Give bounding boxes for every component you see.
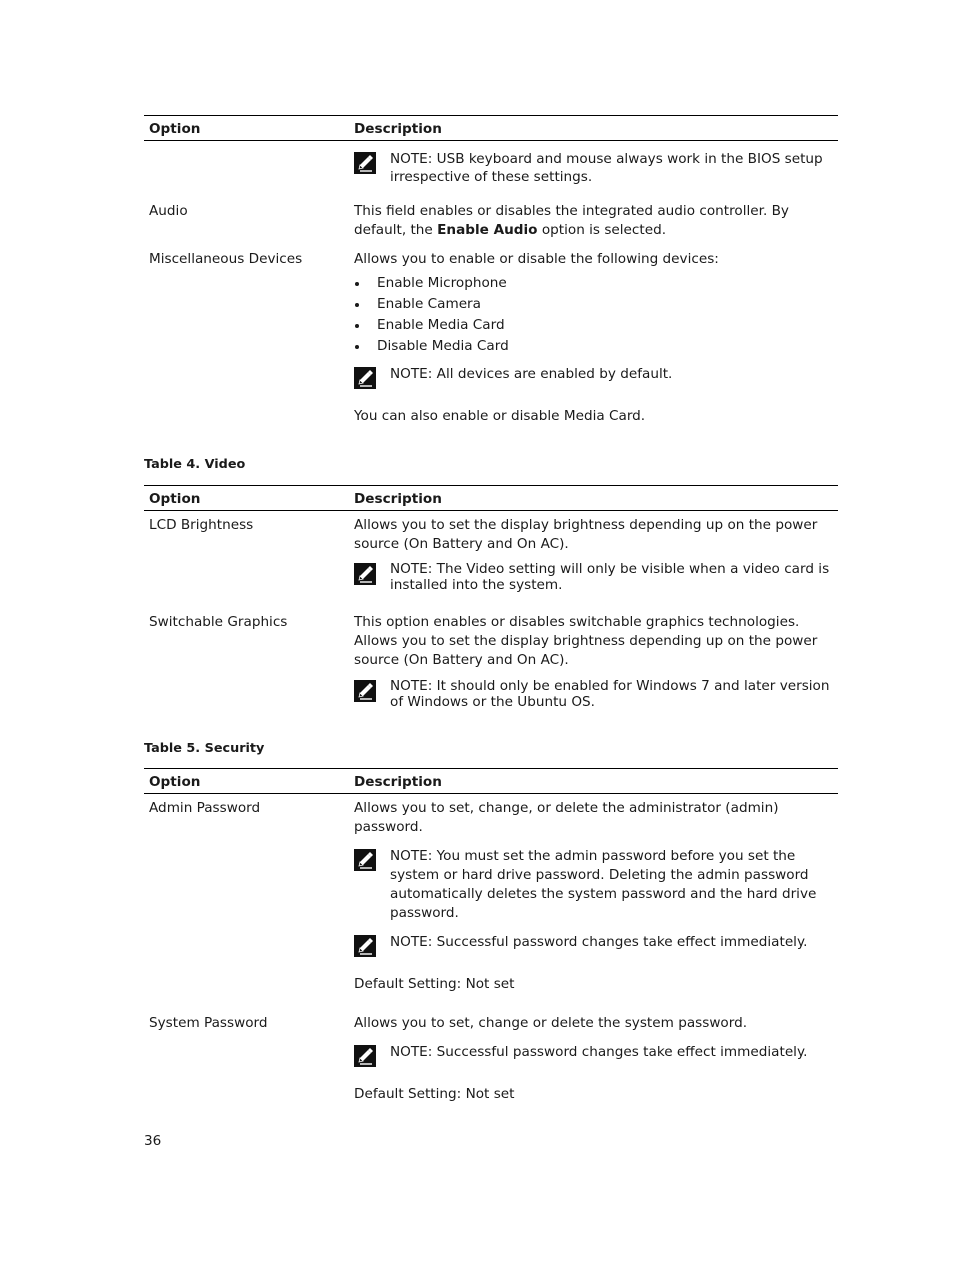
- description-admin: Allows you to set, change, or delete the administrator (admin) password.: [354, 800, 779, 835]
- note-pencil-icon: [354, 150, 390, 180]
- option-lcd: LCD Brightness: [149, 517, 254, 533]
- table-security: [144, 768, 838, 1104]
- table-continued: [144, 115, 838, 456]
- note-text: You must set the admin password before you set the system or hard drive password. Deleting the admin password automatically deletes the system password and the hard drive password.: [390, 848, 817, 921]
- note-text: Successful password changes take effect immediately.: [436, 934, 808, 950]
- note-pencil-icon: [354, 678, 390, 708]
- table-header-row: [144, 486, 838, 511]
- table-caption-video: Table 4. Video: [144, 457, 246, 472]
- note-text: USB keyboard and mouse always work in the BIOS setup irrespective of these settings.: [390, 151, 823, 185]
- table-row-audio: [144, 202, 838, 250]
- list-item: Enable Microphone: [354, 273, 833, 294]
- admin-default-setting: Default Setting: Not set: [354, 976, 515, 992]
- note-pencil-icon: [354, 847, 390, 877]
- note-label: NOTE:: [390, 848, 433, 864]
- note-text: Successful password changes take effect immediately.: [436, 1044, 808, 1060]
- note-label: NOTE:: [390, 561, 433, 577]
- list-item: Enable Camera: [354, 294, 833, 315]
- header-description: Description: [354, 120, 442, 137]
- table-row-misc: [144, 250, 838, 456]
- description-audio: This field enables or disables the integrated audio controller. By default, the Enable Audio option is selected.: [354, 203, 789, 238]
- note-block: [354, 150, 833, 186]
- header-description: Description: [354, 490, 442, 507]
- table-caption-security: Table 5. Security: [144, 741, 265, 756]
- table-row-lcd: [144, 511, 838, 614]
- note-label: NOTE:: [390, 366, 433, 382]
- misc-footer: You can also enable or disable Media Card.: [354, 408, 646, 424]
- table-row-admin: [144, 794, 838, 1015]
- note-pencil-icon: [354, 933, 390, 963]
- header-option: Option: [149, 120, 201, 137]
- table-header-row: [144, 769, 838, 794]
- note-block: [354, 561, 833, 593]
- description-system: Allows you to set, change or delete the system password.: [354, 1015, 748, 1031]
- note-text: All devices are enabled by default.: [436, 366, 673, 382]
- note-block: [354, 933, 833, 963]
- description-switchable: This option enables or disables switchable graphics technologies. Allows you to set the display brightness depending up on the power source (On Battery and On AC).: [354, 614, 818, 668]
- note-label: NOTE:: [390, 934, 433, 950]
- header-description: Description: [354, 773, 442, 790]
- note-block: [354, 365, 833, 395]
- note-pencil-icon: [354, 365, 390, 395]
- note-label: NOTE:: [390, 1044, 433, 1060]
- option-system: System Password: [149, 1015, 268, 1031]
- table-header-row: [144, 116, 838, 141]
- header-option: Option: [149, 773, 201, 790]
- header-option: Option: [149, 490, 201, 507]
- option-misc: Miscellaneous Devices: [149, 251, 303, 267]
- note-pencil-icon: [354, 1043, 390, 1073]
- option-switchable: Switchable Graphics: [149, 614, 288, 630]
- table-row-switchable: [144, 613, 838, 740]
- note-text: The Video setting will only be visible when a video card is installed into the system.: [390, 561, 830, 593]
- page-number: 36: [144, 1133, 162, 1149]
- list-item: Enable Media Card: [354, 315, 833, 336]
- device-list: [354, 273, 833, 357]
- note-text: It should only be enabled for Windows 7 and later version of Windows or the Ubuntu OS.: [390, 678, 830, 710]
- system-default-setting: Default Setting: Not set: [354, 1086, 515, 1102]
- enable-audio-term: Enable Audio: [437, 222, 538, 238]
- note-label: NOTE:: [390, 151, 433, 167]
- list-item: Disable Media Card: [354, 336, 833, 357]
- table-row: [144, 141, 838, 203]
- note-block: [354, 847, 833, 923]
- note-pencil-icon: [354, 561, 390, 591]
- note-block: [354, 1043, 833, 1073]
- description-misc: Allows you to enable or disable the following devices:: [354, 251, 719, 267]
- option-admin: Admin Password: [149, 800, 261, 816]
- option-audio: Audio: [149, 203, 188, 219]
- table-video: [144, 485, 838, 740]
- note-label: NOTE:: [390, 678, 433, 694]
- document-page: [144, 115, 838, 1104]
- note-block: [354, 678, 833, 710]
- table-row-system: [144, 1014, 838, 1104]
- description-lcd: Allows you to set the display brightness depending up on the power source (On Battery and On AC).: [354, 517, 818, 552]
